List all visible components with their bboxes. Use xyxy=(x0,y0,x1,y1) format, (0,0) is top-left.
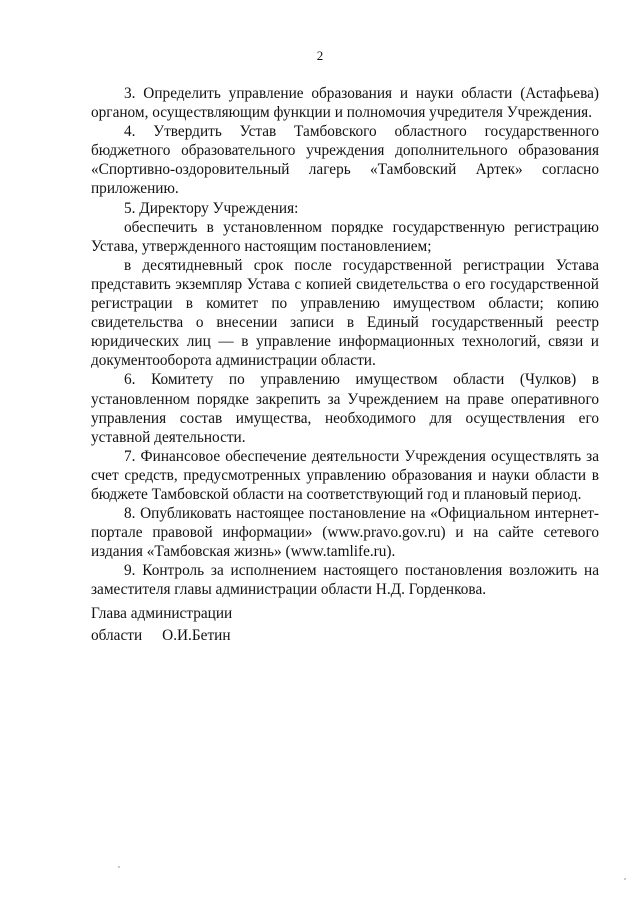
signatory-name: О.И.Бетин xyxy=(162,627,231,644)
paragraph-item-5-registration: обеспечить в установленном порядке государственную регистрацию Устава, утвержденного настоящим постановлением; xyxy=(91,218,599,255)
signature-title-line: Глава администрации xyxy=(91,605,233,622)
paragraph-item-6: 6. Комитету по управлению имуществом области (Чулков) в установленном порядке закрепить за Учреждением на праве оперативного управления состав имущества, необходимого для осуществления его уставной деятельности. xyxy=(91,371,599,446)
scan-speck xyxy=(624,878,626,880)
paragraph-item-8: 8. Опубликовать настоящее постановление на «Официальном интернет-портале правовой информации» (www.pravo.gov.ru) и на сайте сетевого издания «Тамбовская жизнь» (www.tamlife.ru). xyxy=(91,505,599,561)
signature-name-line xyxy=(91,625,232,647)
signature-block xyxy=(91,603,232,647)
paragraph-item-5-submission: в десятидневный срок после государственной регистрации Устава представить экземпляр Устава с копией свидетельства о его государственной регистрации в комитет по управлению имуществом области; копию свидетельства о внесении записи в Единый государственный реестр юридических лиц — в управление информационных технологий, связи и документооборота администрации области. xyxy=(91,256,599,370)
paragraph-item-4: 4. Утвердить Устав Тамбовского областного государственного бюджетного образовательного учреждения дополнительного образования «Спортивно-оздоровительный лагерь «Тамбовский Артек» согласно приложению. xyxy=(91,123,599,198)
paragraph-item-3: 3. Определить управление образования и науки области (Астафьева) органом, осуществляющим функции и полномочия учредителя Учреждения. xyxy=(91,85,599,122)
signature-title-region: области xyxy=(91,627,143,644)
paragraph-item-7: 7. Финансовое обеспечение деятельности Учреждения осуществлять за счет средств, предусмотренных управлению образования и науки области в бюджете Тамбовской области на соответствующий год и плановый период. xyxy=(91,447,599,503)
paragraph-item-5: 5. Директору Учреждения: xyxy=(124,199,299,217)
scan-speck xyxy=(118,866,120,868)
paragraph-item-9: 9. Контроль за исполнением настоящего постановления возложить на заместителя главы администрации области Н.Д. Горденкова. xyxy=(91,562,599,599)
document-body xyxy=(91,84,599,600)
page-number: 2 xyxy=(316,48,324,63)
